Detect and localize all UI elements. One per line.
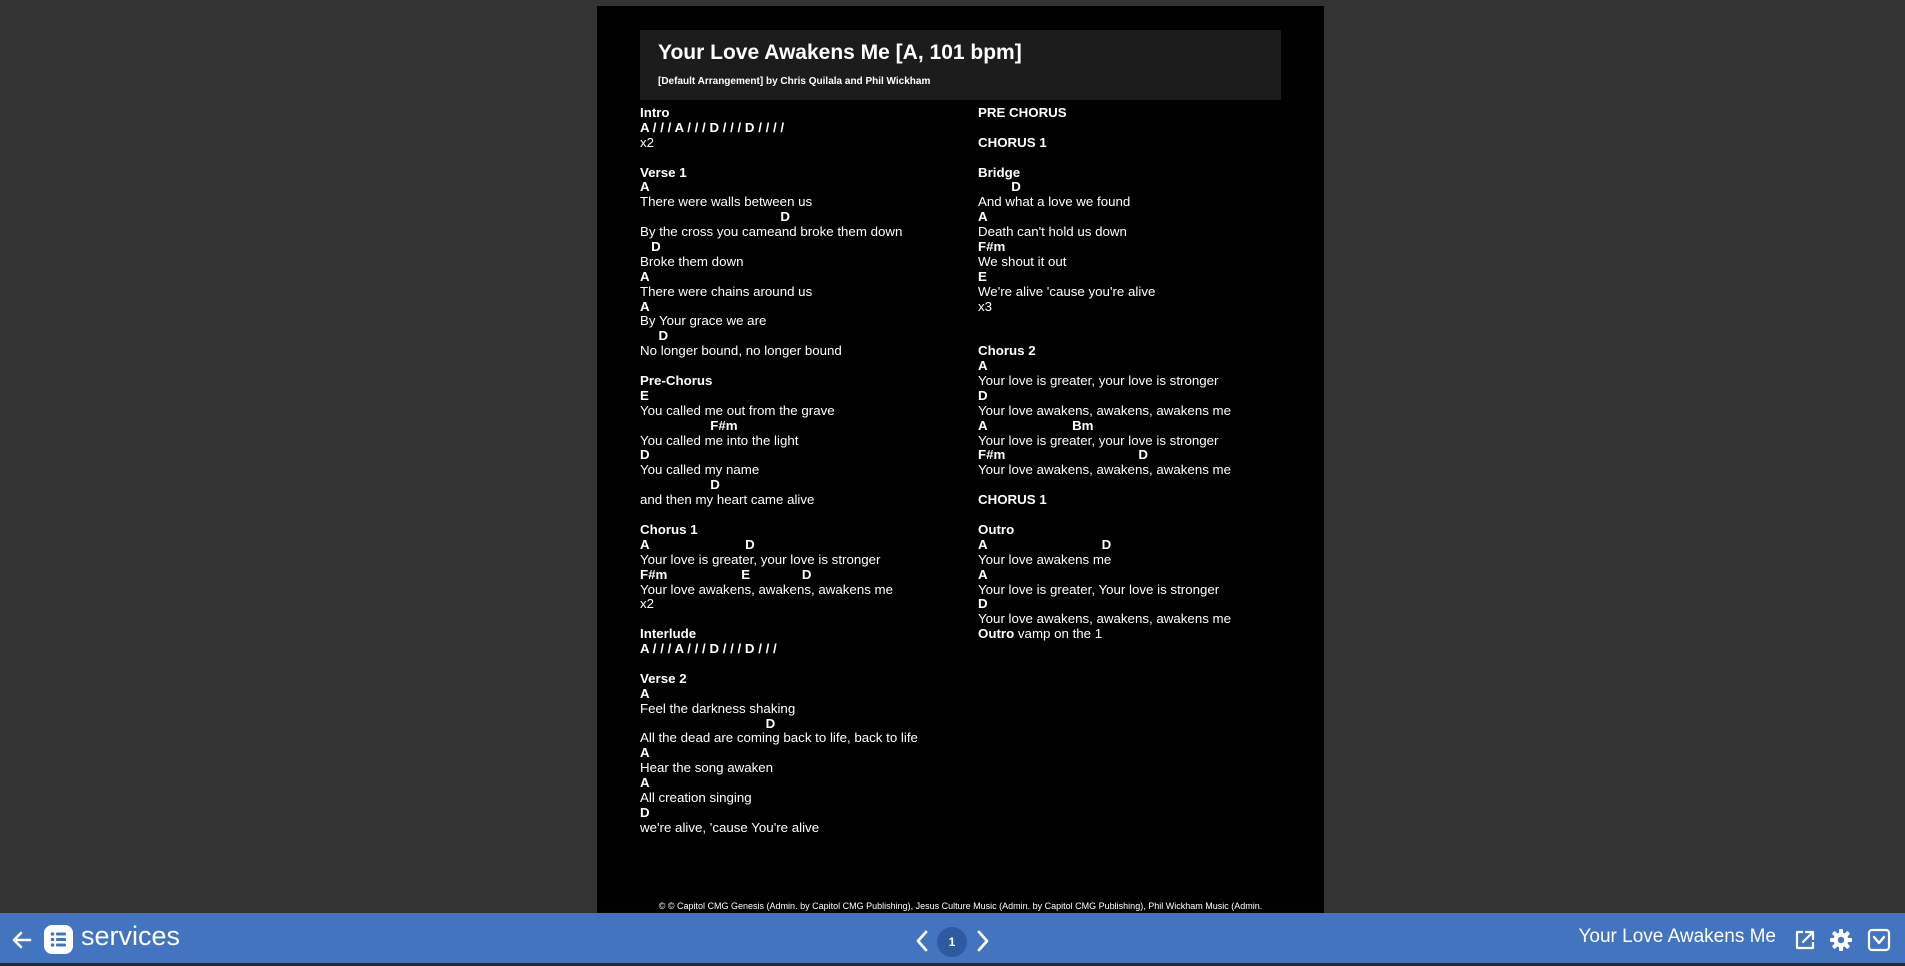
right-lyric-line xyxy=(978,374,1231,389)
line-text: and then my heart came alive xyxy=(640,492,815,508)
line-text: D xyxy=(978,387,988,403)
spacer xyxy=(640,612,918,627)
right-chord-or-heading xyxy=(978,166,1231,181)
line-text: D xyxy=(640,715,776,731)
line-text: By Your grace we are xyxy=(640,313,767,329)
line-text: D xyxy=(978,596,988,612)
line-text: A Bm xyxy=(978,417,1094,433)
back-arrow-icon xyxy=(10,928,34,952)
line-text: A xyxy=(978,209,988,225)
left-lyric-line xyxy=(640,597,918,612)
line-text: F#m xyxy=(978,239,1006,255)
collapse-button[interactable] xyxy=(1866,927,1892,953)
left-lyric-line xyxy=(640,702,918,717)
line-text: Your love awakens, awakens, awakens me xyxy=(640,581,894,597)
left-chord-or-heading xyxy=(640,687,918,702)
spacer xyxy=(978,508,1231,523)
left-lyric-line xyxy=(640,821,918,836)
current-song-title: Your Love Awakens Me xyxy=(1578,926,1776,947)
left-lyric-line xyxy=(640,285,918,300)
left-chord-or-heading xyxy=(640,717,918,732)
right-chord-or-heading xyxy=(978,538,1231,553)
line-text: D xyxy=(640,209,790,225)
chevron-down-icon xyxy=(1867,928,1891,952)
line-text: Feel the darkness shaking xyxy=(640,700,796,716)
line-text: x2 xyxy=(640,134,655,150)
settings-button[interactable] xyxy=(1828,927,1854,953)
line-text: E xyxy=(640,387,649,403)
left-chord-or-heading xyxy=(640,180,918,195)
line-text: CHORUS 1 xyxy=(978,492,1047,508)
left-lyric-line xyxy=(640,136,918,151)
line-text: D xyxy=(640,328,669,344)
line-text: Chorus 1 xyxy=(640,521,698,537)
right-chord-or-heading xyxy=(978,448,1231,463)
right-chord-or-heading xyxy=(978,240,1231,255)
right-chord-or-heading xyxy=(978,419,1231,434)
line-text: You called me into the light xyxy=(640,432,799,448)
line-text: PRE CHORUS xyxy=(978,105,1067,120)
line-text: Your love awakens, awakens, awakens me xyxy=(978,611,1232,627)
right-lyric-line xyxy=(978,285,1231,300)
left-chord-or-heading xyxy=(640,374,918,389)
right-chord-or-heading xyxy=(978,493,1231,508)
chart-left-column xyxy=(640,106,918,836)
song-subtitle: [Default Arrangement] by Chris Quilala and Phil Wickham xyxy=(658,76,931,87)
right-chord-or-heading xyxy=(978,344,1231,359)
line-text: No longer bound, no longer bound xyxy=(640,343,842,359)
line-text: A xyxy=(978,566,988,582)
left-lyric-line xyxy=(640,761,918,776)
line-text: x2 xyxy=(640,596,655,612)
line-text: Your love is greater, your love is stronger xyxy=(640,551,881,567)
line-text: Hear the song awaken xyxy=(640,760,774,776)
chord-chart-page xyxy=(597,6,1324,948)
line-text: A D xyxy=(978,536,1112,552)
right-lyric-line xyxy=(978,434,1231,449)
right-lyric-line xyxy=(978,463,1231,478)
spacer xyxy=(978,478,1231,493)
line-text: There were chains around us xyxy=(640,283,813,299)
line-text: Your love is greater, your love is stronger xyxy=(978,432,1219,448)
left-chord-or-heading xyxy=(640,121,918,136)
line-text: A D xyxy=(640,536,755,552)
line-text: And what a love we found xyxy=(978,194,1131,210)
left-chord-or-heading xyxy=(640,538,918,553)
right-lyric-line xyxy=(978,612,1231,627)
spacer xyxy=(640,151,918,166)
line-text: There were walls between us xyxy=(640,194,813,210)
left-lyric-line xyxy=(640,434,918,449)
right-chord-or-heading xyxy=(978,210,1231,225)
left-lyric-line xyxy=(640,225,918,240)
left-lyric-line xyxy=(640,195,918,210)
line-text: F#m xyxy=(640,417,738,433)
left-chord-or-heading xyxy=(640,419,918,434)
services-logo[interactable] xyxy=(44,925,73,954)
left-chord-or-heading xyxy=(640,389,918,404)
line-text: A xyxy=(640,775,650,791)
left-chord-or-heading xyxy=(640,806,918,821)
line-text: A / / / A / / / D / / / D / / / / xyxy=(640,119,785,135)
left-lyric-line xyxy=(640,344,918,359)
right-chord-or-heading xyxy=(978,359,1231,374)
brand-label: services xyxy=(81,921,181,951)
song-header xyxy=(640,30,1281,100)
left-chord-or-heading xyxy=(640,210,918,225)
right-lyric-line xyxy=(978,300,1231,315)
left-lyric-line xyxy=(640,791,918,806)
line-text: Your love is greater, your love is stronger xyxy=(978,373,1219,389)
line-text: D xyxy=(640,804,650,820)
line-text: Chorus 2 xyxy=(978,343,1036,359)
chevron-right-icon xyxy=(974,929,992,953)
spacer xyxy=(978,329,1231,344)
line-text: All creation singing xyxy=(640,789,752,805)
line-text: A / / / A / / / D / / / D / / / xyxy=(640,641,777,657)
right-chord-or-heading xyxy=(978,568,1231,583)
gear-icon xyxy=(1829,928,1853,952)
line-text: We're alive 'cause you're alive xyxy=(978,283,1156,299)
line-text: All the dead are coming back to life, back to life xyxy=(640,730,918,746)
left-chord-or-heading xyxy=(640,478,918,493)
line-text: Your love awakens, awakens, awakens me xyxy=(978,402,1232,418)
line-text: Intro xyxy=(640,105,670,120)
left-chord-or-heading xyxy=(640,448,918,463)
line-text: Interlude xyxy=(640,626,697,642)
left-chord-or-heading xyxy=(640,329,918,344)
spacer xyxy=(978,151,1231,166)
left-lyric-line xyxy=(640,463,918,478)
left-lyric-line xyxy=(640,553,918,568)
page-number-badge[interactable]: 1 xyxy=(937,927,967,957)
left-chord-or-heading xyxy=(640,240,918,255)
spacer xyxy=(640,359,918,374)
right-chord-or-heading xyxy=(978,136,1231,151)
line-text: We shout it out xyxy=(978,253,1067,269)
right-lyric-line xyxy=(978,404,1231,419)
right-chord-or-heading xyxy=(978,106,1231,121)
line-text: A xyxy=(640,298,650,314)
line-text: E xyxy=(978,268,987,284)
line-text: Death can't hold us down xyxy=(978,224,1127,240)
left-chord-or-heading xyxy=(640,672,918,687)
line-text: You called me out from the grave xyxy=(640,402,835,418)
right-lyric-line xyxy=(978,583,1231,598)
line-text: Verse 1 xyxy=(640,164,687,180)
copyright-line: © © Capitol CMG Genesis (Admin. by Capitol CMG Publishing), Jesus Culture Music (Admin. by Capitol CMG Publishing), Phil Wickham Music (Admin. xyxy=(658,901,1263,911)
right-lyric-line xyxy=(978,255,1231,270)
line-text: Bridge xyxy=(978,164,1021,180)
line-text: A xyxy=(978,358,988,374)
line-text: D xyxy=(640,239,661,255)
left-chord-or-heading xyxy=(640,106,918,121)
line-text: Your love is greater, Your love is stronger xyxy=(978,581,1220,597)
right-lyric-line xyxy=(978,225,1231,240)
line-text: Outro xyxy=(978,626,1015,642)
line-text: Broke them down xyxy=(640,253,744,269)
right-chord-or-heading xyxy=(978,180,1231,195)
spacer xyxy=(978,314,1231,329)
left-lyric-line xyxy=(640,731,918,746)
left-lyric-line xyxy=(640,314,918,329)
left-lyric-line xyxy=(640,255,918,270)
left-chord-or-heading xyxy=(640,776,918,791)
right-chord-or-heading xyxy=(978,523,1231,538)
left-lyric-line xyxy=(640,583,918,598)
right-chord-or-heading xyxy=(978,270,1231,285)
list-icon xyxy=(44,925,73,954)
line-text: Your love awakens, awakens, awakens me xyxy=(978,462,1232,478)
line-text: F#m D xyxy=(978,447,1148,463)
line-text: x3 xyxy=(978,298,993,314)
left-chord-or-heading xyxy=(640,568,918,583)
line-text: A xyxy=(640,745,650,761)
left-chord-or-heading xyxy=(640,746,918,761)
line-text: D xyxy=(640,447,650,463)
chart-right-column xyxy=(978,106,1231,642)
line-text: You called my name xyxy=(640,462,760,478)
previous-page-button[interactable] xyxy=(910,927,934,955)
line-text: F#m E D xyxy=(640,566,812,582)
line-text: CHORUS 1 xyxy=(978,134,1047,150)
spacer xyxy=(640,657,918,672)
spacer xyxy=(978,121,1231,136)
right-lyric-line xyxy=(978,195,1231,210)
external-link-icon xyxy=(1794,929,1816,951)
left-chord-or-heading xyxy=(640,300,918,315)
right-chord-or-heading xyxy=(978,597,1231,612)
spacer xyxy=(640,508,918,523)
line-text: D xyxy=(978,179,1021,195)
line-text: A xyxy=(640,268,650,284)
right-chord-or-heading xyxy=(978,389,1231,404)
left-chord-or-heading xyxy=(640,627,918,642)
chevron-left-icon xyxy=(913,929,931,953)
left-lyric-line xyxy=(640,404,918,419)
line-text: Pre-Chorus xyxy=(640,373,713,389)
left-chord-or-heading xyxy=(640,523,918,538)
line-text: Your love awakens me xyxy=(978,551,1112,567)
line-text: Outro xyxy=(978,521,1015,537)
back-button[interactable] xyxy=(8,926,36,954)
left-lyric-line xyxy=(640,493,918,508)
right-chord-or-heading xyxy=(978,627,1231,642)
line-text: A xyxy=(640,179,650,195)
next-page-button[interactable] xyxy=(971,927,995,955)
line-text: Verse 2 xyxy=(640,670,687,686)
bottom-toolbar xyxy=(0,913,1905,966)
song-title: Your Love Awakens Me [A, 101 bpm] xyxy=(658,41,1022,64)
left-chord-or-heading xyxy=(640,166,918,181)
right-lyric-line xyxy=(978,553,1231,568)
line-text: By the cross you cameand broke them down xyxy=(640,224,903,240)
left-chord-or-heading xyxy=(640,270,918,285)
line-text: we're alive, 'cause You're alive xyxy=(640,819,820,835)
line-text: D xyxy=(640,477,720,493)
line-text: A xyxy=(640,685,650,701)
open-external-button[interactable] xyxy=(1793,928,1817,952)
line-suffix: vamp on the 1 xyxy=(1014,626,1103,642)
left-chord-or-heading xyxy=(640,642,918,657)
